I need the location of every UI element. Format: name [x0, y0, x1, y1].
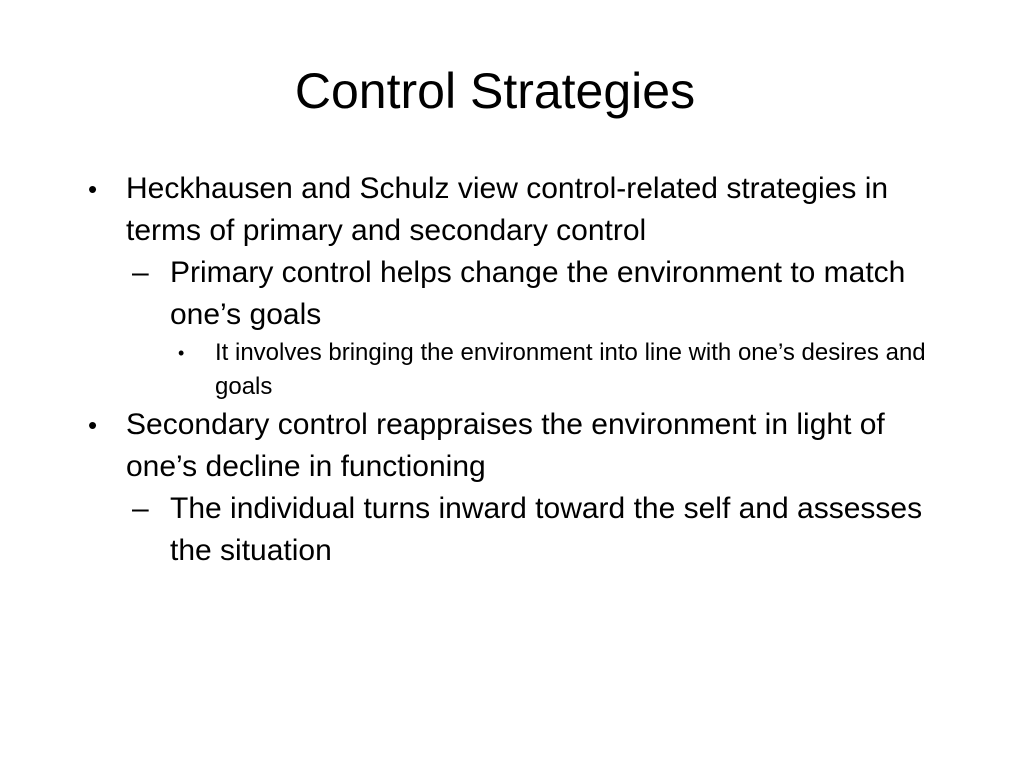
slide-body [88, 168, 938, 572]
bullet-item [88, 168, 938, 252]
dash-marker: – [132, 256, 149, 289]
bullet-marker: • [178, 343, 185, 363]
sub-sub-bullet-text: It involves bringing the environment into line with one’s desires and goals [215, 339, 926, 400]
dash-marker: – [132, 492, 149, 525]
sub-bullet-text: Primary control helps change the environment to match one’s goals [170, 256, 906, 331]
sub-bullet-text: The individual turns inward toward the self and assesses the situation [170, 492, 923, 567]
sub-bullet-item [132, 252, 938, 336]
bullet-text: Secondary control reappraises the environment in light of one’s decline in functioning [126, 408, 885, 483]
bullet-item [88, 404, 938, 488]
bullet-text: Heckhausen and Schulz view control-related strategies in terms of primary and secondary control [126, 172, 889, 247]
sub-bullet-item [132, 488, 938, 572]
sub-sub-bullet-item [178, 336, 938, 404]
slide-title: Control Strategies [294, 63, 696, 119]
bullet-marker: • [88, 410, 98, 440]
bullet-marker: • [88, 174, 98, 204]
